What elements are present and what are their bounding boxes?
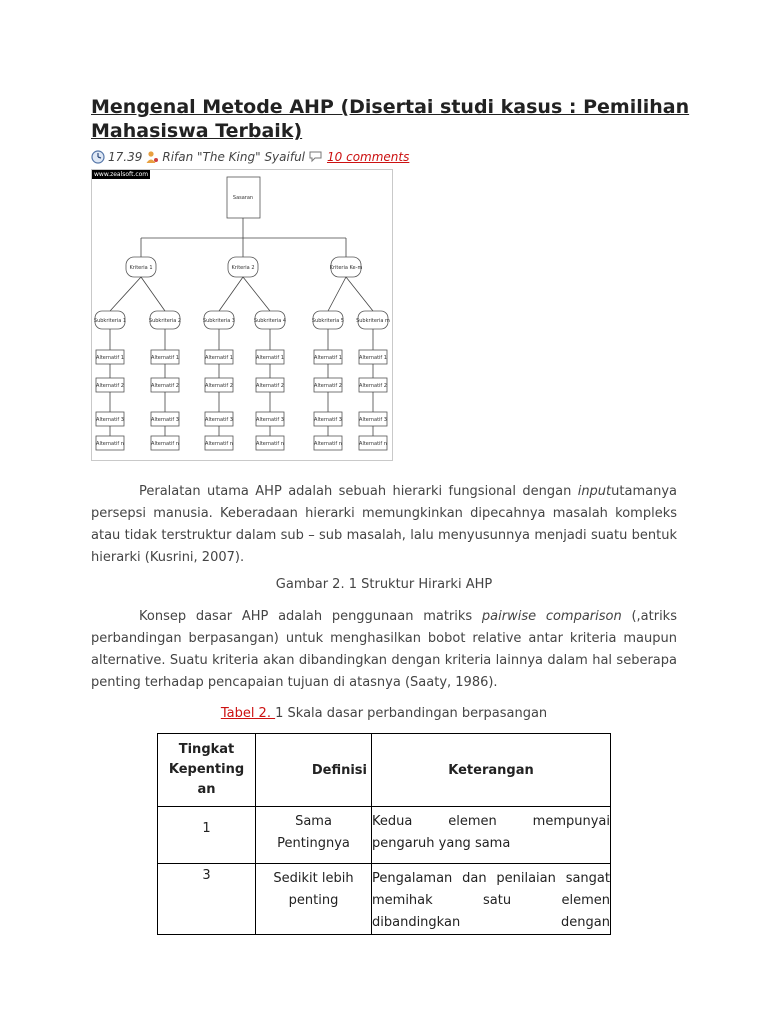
alternative-label: Alternatif n — [314, 441, 342, 447]
header-definisi: Definisi — [256, 734, 372, 807]
table-caption: Tabel 2. 1 Skala dasar perbandingan berpasangan — [220, 706, 548, 721]
header-keterangan: Keterangan — [372, 734, 611, 807]
alternative-label: Alternatif 3 — [256, 417, 284, 423]
criterion-label: Kriteria 2 — [231, 265, 255, 271]
alternative-label: Alternatif 3 — [205, 417, 233, 423]
alternative-label: Alternatif n — [151, 441, 179, 447]
alternative-label: Alternatif 2 — [96, 383, 124, 389]
alternative-label: Alternatif 1 — [205, 355, 233, 361]
alternative-label: Alternatif 2 — [256, 383, 284, 389]
post-meta — [91, 150, 409, 164]
connector-line — [141, 277, 165, 311]
connector-line — [346, 277, 373, 311]
connector-line — [219, 277, 243, 311]
cell-definisi: Sama Pentingnya — [256, 807, 372, 864]
post-author: Rifan "The King" Syaiful — [162, 150, 306, 164]
person-icon — [145, 150, 159, 164]
alternative-label: Alternatif n — [359, 441, 387, 447]
alternative-label: Alternatif 2 — [314, 383, 342, 389]
table-caption-link[interactable]: Tabel 2. — [220, 706, 276, 721]
goal-label: Sasaran — [232, 195, 254, 201]
alternative-label: Alternatif 1 — [256, 355, 284, 361]
cell-keterangan: Kedua elemen mempunyai pengaruh yang sama — [372, 807, 611, 864]
alternative-label: Alternatif n — [256, 441, 284, 447]
cell-definisi: Sedikit lebih penting — [256, 864, 372, 935]
table-row — [158, 807, 611, 864]
alternative-label: Alternatif 1 — [96, 355, 124, 361]
table-row — [158, 864, 611, 935]
figure-caption: Gambar 2. 1 Struktur Hirarki AHP — [275, 577, 493, 592]
post-time: 17.39 — [108, 150, 143, 164]
subcriterion-label: Subkriteria 4 — [253, 318, 287, 324]
alternative-label: Alternatif 2 — [359, 383, 387, 389]
subcriterion-label: Subkriteria 1 — [93, 318, 127, 324]
watermark: www.zealsoft.com — [94, 171, 149, 178]
subcriterion-label: Subkriteria 2 — [148, 318, 182, 324]
connector-line — [243, 277, 270, 311]
criterion-label: Kriteria 1 — [129, 265, 153, 271]
subcriterion-label: Subkriteria m — [356, 318, 390, 324]
comparison-scale-table — [157, 733, 611, 935]
header-tingkat: Tingkat Kepenting an — [158, 734, 256, 807]
alternative-label: Alternatif n — [205, 441, 233, 447]
hierarchy-svg — [92, 170, 392, 460]
alternative-label: Alternatif 3 — [314, 417, 342, 423]
cell-keterangan: Pengalaman dan penilaian sangat memihak satu elemen dibandingkan dengan — [372, 864, 611, 935]
comment-icon[interactable] — [308, 150, 324, 164]
clock-icon — [91, 150, 105, 164]
ahp-hierarchy-diagram — [91, 169, 393, 461]
comments-link[interactable]: 10 comments — [327, 150, 410, 164]
subcriterion-label: Subkriteria 5 — [311, 318, 345, 324]
table-header-row — [158, 734, 611, 807]
cell-level: 3 — [158, 864, 256, 935]
paragraph-2: Konsep dasar AHP adalah penggunaan matriks pairwise comparison (,atriks perbandingan berpasangan) untuk menghasilkan bobot relative antar kriteria maupun alternative. Suatu kriteria akan dibandingkan dengan kriteria lainnya dalam hal seberapa penting terhadap pencapaian tujuan di atasnya (Saaty, 1986). — [91, 609, 677, 690]
connector-line — [110, 277, 141, 311]
subcriterion-label: Subkriteria 3 — [202, 318, 236, 324]
alternative-label: Alternatif n — [96, 441, 124, 447]
alternative-label: Alternatif 3 — [151, 417, 179, 423]
article-title[interactable]: Mengenal Metode AHP (Disertai studi kasus : Pemilihan Mahasiswa Terbaik) — [91, 96, 690, 142]
alternative-label: Alternatif 1 — [314, 355, 342, 361]
alternative-label: Alternatif 2 — [205, 383, 233, 389]
alternative-label: Alternatif 2 — [151, 383, 179, 389]
alternative-label: Alternatif 1 — [359, 355, 387, 361]
paragraph-1: Peralatan utama AHP adalah sebuah hierarki fungsional dengan inpututamanya persepsi manusia. Keberadaan hierarki memungkinkan dipecahnya masalah kompleks atau tidak terstruktur dalam sub – sub masalah, lalu menyusunnya menjadi suatu bentuk hierarki (Kusrini, 2007). — [91, 484, 677, 565]
cell-level: 1 — [158, 807, 256, 864]
alternative-label: Alternatif 3 — [359, 417, 387, 423]
alternative-label: Alternatif 1 — [151, 355, 179, 361]
alternative-label: Alternatif 3 — [96, 417, 124, 423]
criterion-label: Kriteria Ke-m — [329, 265, 363, 271]
connector-line — [328, 277, 346, 311]
